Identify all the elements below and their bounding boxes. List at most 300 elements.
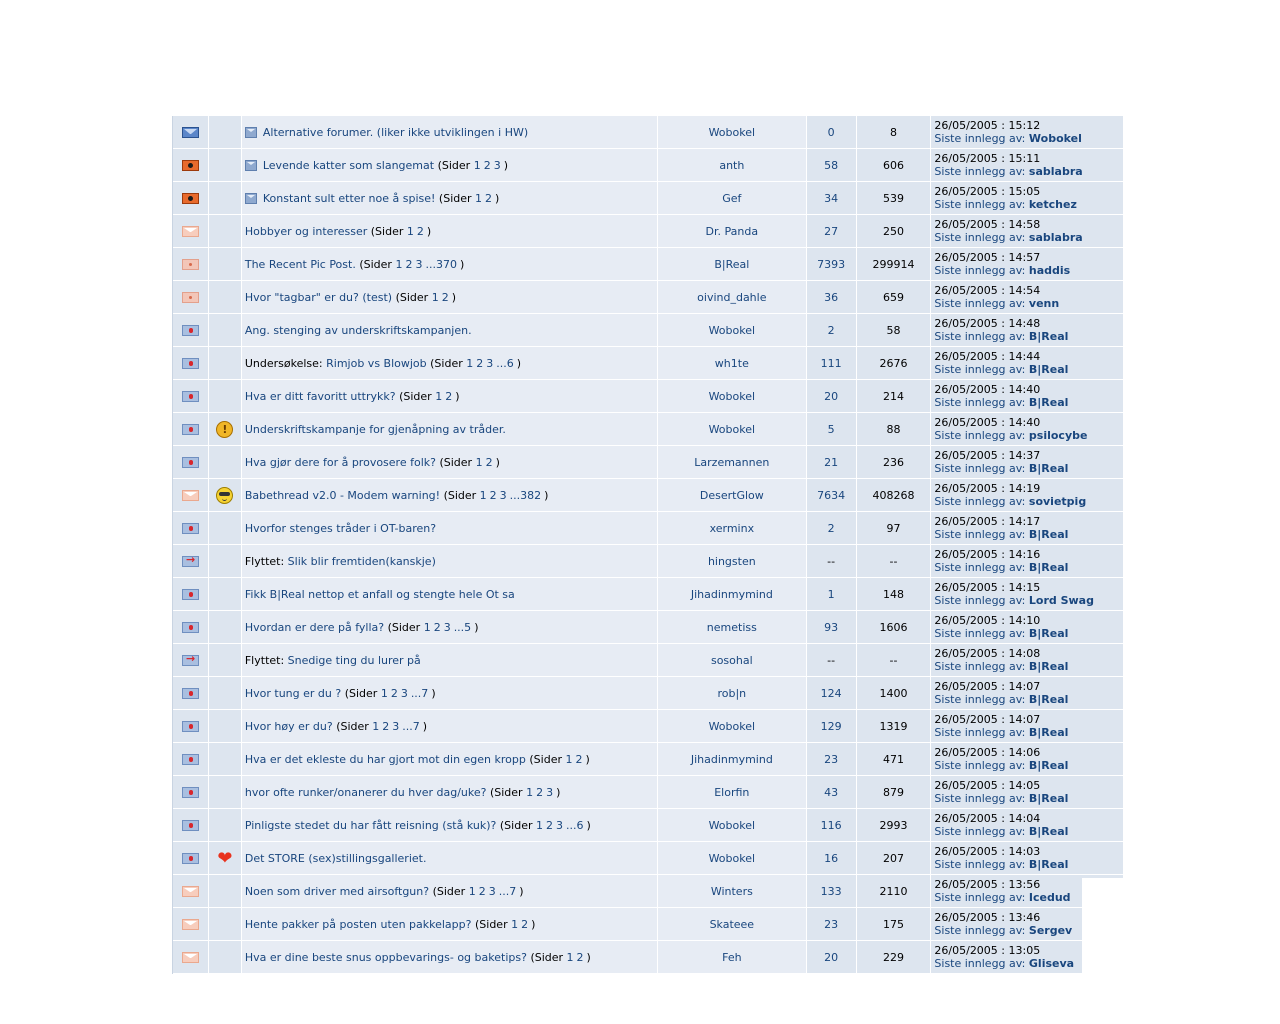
topic-author-cell (658, 545, 807, 578)
last-post-user-link[interactable]: Gliseva (1028, 957, 1075, 970)
page-link[interactable]: 1 (380, 686, 388, 700)
pages-suffix: ) (495, 455, 500, 469)
page-link[interactable]: ...5 (453, 620, 472, 634)
topic-last-post-cell (931, 182, 1124, 215)
page-link[interactable]: 2 (485, 455, 493, 469)
topic-replies[interactable]: 0 (827, 125, 835, 139)
topic-author-link[interactable]: Winters (710, 884, 753, 898)
last-post-by (934, 561, 1068, 574)
page-link[interactable]: 1 (511, 917, 519, 931)
pages-suffix: ) (426, 224, 432, 238)
page-link[interactable]: 1 (475, 191, 483, 205)
pages-prefix: (Sider (399, 389, 432, 403)
page-link[interactable]: 1 (475, 455, 483, 469)
topic-title-cell (242, 314, 658, 347)
topic-replies[interactable]: 34 (824, 191, 839, 205)
topic-title-cell (242, 809, 658, 842)
topic-replies[interactable]: 16 (824, 851, 839, 865)
page-link[interactable]: 2 (382, 719, 390, 733)
last-post-date: 26/05/2005 : 14:57 (934, 251, 1041, 264)
pages-prefix: (Sider (387, 620, 421, 634)
topic-pages (526, 753, 590, 766)
topic-views: 175 (882, 917, 904, 931)
pages-prefix: (Sider (443, 488, 477, 502)
topic-author-link[interactable]: Wobokel (708, 851, 756, 865)
topic-status-cell (173, 545, 209, 578)
topic-title-link[interactable]: Hvordan er dere på fylla? (244, 620, 385, 634)
page-link[interactable]: 2 (433, 620, 441, 634)
topic-replies[interactable]: 111 (820, 356, 842, 370)
topic-emoticon-cell (209, 512, 242, 545)
page-link[interactable]: 1 (431, 290, 439, 304)
last-post-user-link[interactable]: B|Real (1028, 792, 1069, 805)
topic-title-link[interactable]: Hva er ditt favoritt uttrykk? (244, 389, 396, 403)
topic-replies[interactable]: 7634 (817, 488, 846, 502)
topic-title-link[interactable]: Hvor tung er du ? (244, 686, 342, 700)
page-link[interactable]: 3 (415, 257, 423, 271)
topic-last-post-cell (931, 149, 1124, 182)
topic-replies-cell (807, 413, 857, 446)
topic-replies[interactable]: 129 (820, 719, 842, 733)
pages-prefix: (Sider (489, 785, 523, 799)
topic-replies-cell (807, 380, 857, 413)
topic-title-link[interactable]: Det STORE (sex)stillingsgalleriet. (244, 851, 427, 865)
topic-row (173, 380, 1124, 413)
topic-pages (429, 885, 523, 898)
page-link[interactable]: 1 (466, 356, 474, 370)
topic-replies[interactable]: 2 (827, 521, 835, 535)
topic-title-cell (242, 644, 658, 677)
page-link[interactable]: 1 (372, 719, 380, 733)
last-post-label: Siste innlegg av: (934, 231, 1026, 244)
topic-title-cell (242, 710, 658, 743)
topic-author-link[interactable]: DesertGlow (699, 488, 764, 502)
page-link[interactable]: 3 (493, 158, 501, 172)
page-link[interactable]: ...7 (410, 686, 429, 700)
page-link[interactable]: ...7 (402, 719, 420, 733)
topic-title-cell (242, 215, 658, 248)
locked-folder-icon (182, 358, 199, 369)
topic-title-cell (242, 941, 658, 974)
topic-replies[interactable]: 116 (820, 818, 842, 832)
topic-title-link[interactable]: Noen som driver med airsoftgun? (244, 884, 430, 898)
last-post-label: Siste innlegg av: (934, 396, 1026, 409)
topic-replies[interactable]: 133 (820, 884, 842, 898)
last-post-user-link[interactable]: B|Real (1028, 528, 1069, 541)
page-link[interactable]: 1 (565, 752, 573, 766)
topic-views-cell (857, 809, 932, 842)
pages-suffix: ) (459, 257, 465, 271)
topic-author-link[interactable]: Larzemannen (694, 455, 770, 469)
page-link[interactable]: 3 (499, 488, 507, 502)
page-link[interactable]: 2 (576, 950, 584, 964)
topic-replies: -- (827, 554, 836, 568)
topic-author-cell (658, 314, 807, 347)
topic-author-cell (658, 908, 807, 941)
topic-author-link[interactable]: Wobokel (708, 125, 756, 139)
topic-last-post-cell (931, 116, 1124, 149)
page-link[interactable]: 1 (473, 158, 481, 172)
new-post-icon[interactable] (245, 127, 257, 138)
topic-author-link[interactable]: hingsten (707, 554, 756, 568)
topic-status-cell (173, 677, 209, 710)
topic-author-cell (658, 710, 807, 743)
last-post-user-link[interactable]: sablabra (1028, 165, 1083, 178)
last-post-user-link[interactable]: Lord Swag (1028, 594, 1094, 607)
topic-emoticon-cell (209, 809, 242, 842)
page-link[interactable]: 1 (526, 785, 534, 799)
topic-replies-cell (807, 347, 857, 380)
page-link[interactable]: ...6 (565, 818, 584, 832)
topic-last-post-cell (931, 644, 1124, 677)
topic-status-cell (173, 578, 209, 611)
topic-author-link[interactable]: wh1te (714, 356, 749, 370)
topic-replies[interactable]: 23 (824, 917, 839, 931)
new-post-icon[interactable] (245, 160, 257, 171)
topic-replies[interactable]: 2 (827, 323, 835, 337)
topic-author-link[interactable]: Elorfin (714, 785, 750, 799)
topic-title-cell (242, 281, 658, 314)
topic-title-cell (242, 875, 658, 908)
topic-row (173, 413, 1124, 446)
topic-title-link[interactable]: Hva gjør dere for å provosere folk? (244, 455, 436, 469)
topic-status-cell (173, 875, 209, 908)
last-post-label: Siste innlegg av: (934, 198, 1026, 211)
page-link[interactable]: 2 (575, 752, 583, 766)
topic-replies-cell (807, 512, 857, 545)
topic-emoticon-cell (209, 182, 242, 215)
last-post-label: Siste innlegg av: (934, 825, 1026, 838)
topic-replies[interactable]: 58 (824, 158, 839, 172)
last-post-date: 26/05/2005 : 14:40 (934, 416, 1041, 429)
topic-author-cell (658, 677, 807, 710)
topic-author-link[interactable]: Jihadinmymind (690, 587, 773, 601)
page-link[interactable]: 3 (486, 356, 494, 370)
topic-title-link[interactable]: Rimjob vs Blowjob (326, 356, 427, 370)
topic-title-link[interactable]: Snedige ting du lurer på (287, 653, 421, 667)
last-post-user-link[interactable]: venn (1028, 297, 1060, 310)
topic-last-post-cell (931, 413, 1124, 446)
topic-replies-cell (807, 215, 857, 248)
topic-replies[interactable]: 36 (824, 290, 839, 304)
topic-views: 2993 (879, 818, 908, 832)
last-post-user-link[interactable]: Wobokel (1028, 132, 1082, 145)
pages-suffix: ) (519, 884, 524, 898)
topic-title-link[interactable]: Slik blir fremtiden(kanskje) (287, 554, 436, 568)
pages-suffix: ) (586, 818, 591, 832)
topic-views: 471 (882, 752, 904, 766)
page-link[interactable]: 1 (479, 488, 487, 502)
page-link[interactable]: 3 (546, 785, 554, 799)
topic-author-link[interactable]: xerminx (709, 521, 755, 535)
last-post-date: 26/05/2005 : 14:17 (934, 515, 1041, 528)
page-link[interactable]: 1 (535, 818, 543, 832)
topic-row (173, 314, 1124, 347)
pages-suffix: ) (531, 917, 536, 931)
last-post-date: 26/05/2005 : 15:11 (934, 152, 1041, 165)
topic-views: 88 (886, 422, 901, 436)
topic-replies-cell (807, 149, 857, 182)
page-link[interactable]: 1 (566, 950, 574, 964)
page-link[interactable]: 2 (485, 191, 493, 205)
topic-author-link[interactable]: Wobokel (708, 422, 756, 436)
page-link[interactable]: 2 (445, 389, 453, 403)
topic-title-link[interactable]: Konstant sult etter noe å spise! (262, 191, 436, 205)
topic-title-cell (242, 545, 658, 578)
topic-emoticon-cell (209, 149, 242, 182)
read-folder-icon (182, 886, 199, 897)
topic-replies[interactable]: 27 (824, 224, 839, 238)
topic-author-link[interactable]: sosohal (710, 653, 753, 667)
page-link[interactable]: 1 (395, 257, 403, 271)
last-post-label: Siste innlegg av: (934, 363, 1026, 376)
topic-title-cell (242, 446, 658, 479)
locked-folder-icon (182, 820, 199, 831)
topic-title-link[interactable]: Babethread v2.0 - Modem warning! (244, 488, 441, 502)
topic-views: 1606 (879, 620, 908, 634)
pages-prefix: (Sider (499, 818, 533, 832)
topic-row (173, 446, 1124, 479)
last-post-date: 26/05/2005 : 15:12 (934, 119, 1041, 132)
topic-last-post-cell (931, 446, 1124, 479)
topic-replies[interactable]: 124 (820, 686, 842, 700)
last-post-user-link[interactable]: psilocybe (1028, 429, 1088, 442)
last-post-user-link[interactable]: B|Real (1028, 627, 1069, 640)
topic-title-link[interactable]: Hvor "tagbar" er du? (test) (244, 290, 393, 304)
topic-author-cell (658, 611, 807, 644)
topic-replies-cell (807, 809, 857, 842)
page-link[interactable]: ...382 (509, 488, 542, 502)
topic-row (173, 908, 1124, 941)
topic-author-link[interactable]: Gef (722, 191, 742, 205)
page-link[interactable]: 2 (483, 158, 491, 172)
topic-title-cell (242, 116, 658, 149)
topic-author-link[interactable]: Wobokel (708, 818, 756, 832)
topic-title-link[interactable]: Hente pakker på posten uten pakkelapp? (244, 917, 472, 931)
topic-title-link[interactable]: Underskriftskampanje for gjenåpning av tråder. (244, 422, 506, 436)
last-post-label: Siste innlegg av: (934, 330, 1026, 343)
last-post-user-link[interactable]: sablabra (1028, 231, 1083, 244)
topic-title-link[interactable]: Hvorfor stenges tråder i OT-baren? (244, 521, 437, 535)
last-post-user-link[interactable]: B|Real (1028, 363, 1069, 376)
topic-status-cell (173, 710, 209, 743)
last-post-user-link[interactable]: B|Real (1028, 759, 1069, 772)
page-link[interactable]: 3 (443, 620, 451, 634)
topic-replies: -- (827, 653, 836, 667)
topic-author-link[interactable]: Wobokel (708, 389, 756, 403)
page-link[interactable]: 2 (476, 356, 484, 370)
page-link[interactable]: 2 (441, 290, 449, 304)
topic-last-post-cell (931, 611, 1124, 644)
topic-replies[interactable]: 23 (824, 752, 839, 766)
topic-title-link[interactable]: Hva er dine beste snus oppbevarings- og baketips? (244, 950, 527, 964)
last-post-by (934, 825, 1068, 838)
last-post-user-link[interactable]: B|Real (1028, 462, 1069, 475)
topic-status-cell (173, 314, 209, 347)
last-post-label: Siste innlegg av: (934, 165, 1026, 178)
topic-title-link[interactable]: Pinligste stedet du har fått reisning (stå kuk)? (244, 818, 497, 832)
last-post-label: Siste innlegg av: (934, 297, 1026, 310)
topic-author-link[interactable]: oivind_dahle (697, 290, 767, 304)
locked-folder-icon (182, 424, 199, 435)
topic-author-link[interactable]: Feh (722, 950, 742, 964)
topic-replies[interactable]: 43 (824, 785, 839, 799)
page-link[interactable]: ...370 (425, 257, 457, 271)
topic-author-link[interactable]: Wobokel (708, 323, 756, 337)
page-link[interactable]: 2 (521, 917, 529, 931)
topic-author-link[interactable]: Jihadinmymind (690, 752, 773, 766)
pages-prefix: (Sider (438, 191, 472, 205)
page-link[interactable]: 2 (405, 257, 413, 271)
topic-title-link[interactable]: Alternative forumer. (liker ikke utviklingen i HW) (262, 125, 529, 139)
pages-suffix: ) (455, 389, 460, 403)
new-post-icon[interactable] (245, 193, 257, 204)
last-post-user-link[interactable]: B|Real (1028, 825, 1069, 838)
page-link[interactable]: ...7 (498, 884, 517, 898)
topic-title-cell (242, 776, 658, 809)
page-link[interactable]: 1 (423, 620, 431, 634)
topic-title-link[interactable]: Hobbyer og interesser (244, 224, 368, 238)
last-post-user-link[interactable]: haddis (1028, 264, 1071, 277)
topic-title-link[interactable]: Ang. stenging av underskriftskampanjen. (244, 323, 472, 337)
last-post-date: 26/05/2005 : 15:05 (934, 185, 1041, 198)
topic-emoticon-cell (209, 413, 242, 446)
topic-views: 250 (882, 224, 904, 238)
topic-views-cell (857, 545, 932, 578)
topic-author-link[interactable]: B|Real (714, 257, 750, 271)
topic-views: 539 (882, 191, 904, 205)
topic-author-link[interactable]: nemetiss (706, 620, 757, 634)
last-post-label: Siste innlegg av: (934, 528, 1026, 541)
topic-title-link[interactable]: Fikk B|Real nettop et anfall og stengte hele Ot sa (244, 587, 515, 601)
topic-replies[interactable]: 5 (827, 422, 835, 436)
last-post-user-link[interactable]: Icedud (1028, 891, 1071, 904)
topic-title-link[interactable]: Hva er det ekleste du har gjort mot din egen kropp (244, 752, 526, 766)
last-post-label: Siste innlegg av: (934, 132, 1026, 145)
topic-author-cell (658, 347, 807, 380)
last-post-by (934, 165, 1082, 178)
topic-last-post-cell (931, 842, 1124, 875)
last-post-label: Siste innlegg av: (934, 627, 1026, 640)
last-post-by (934, 858, 1068, 871)
locked-folder-icon (182, 457, 199, 468)
topic-replies[interactable]: 1 (827, 587, 835, 601)
topic-author-cell (658, 182, 807, 215)
page-link[interactable]: 3 (555, 818, 563, 832)
topic-views-cell (857, 776, 932, 809)
topic-replies[interactable]: 21 (824, 455, 839, 469)
page-link[interactable]: 2 (489, 488, 497, 502)
last-post-user-link[interactable]: ketchez (1028, 198, 1077, 211)
topic-row (173, 182, 1124, 215)
topic-status-cell (173, 116, 209, 149)
topic-author-link[interactable]: anth (719, 158, 745, 172)
page-link[interactable]: 2 (478, 884, 486, 898)
hot-folder-icon (182, 292, 199, 303)
topic-replies-cell (807, 479, 857, 512)
topic-views-cell (857, 908, 932, 941)
topic-views: 229 (882, 950, 904, 964)
topic-row (173, 941, 1124, 974)
topic-replies[interactable]: 20 (824, 950, 839, 964)
last-post-user-link[interactable]: B|Real (1028, 330, 1069, 343)
topic-author-link[interactable]: Dr. Panda (705, 224, 759, 238)
topic-last-post-cell (931, 776, 1124, 809)
page-link[interactable]: 3 (392, 719, 400, 733)
topic-author-link[interactable]: rob|n (717, 686, 747, 700)
page-link[interactable]: ...6 (496, 356, 514, 370)
last-post-date: 26/05/2005 : 14:37 (934, 449, 1041, 462)
topic-author-link[interactable]: Wobokel (708, 719, 756, 733)
topic-views-cell (857, 842, 932, 875)
topic-emoticon-cell (209, 908, 242, 941)
page-link[interactable]: 3 (400, 686, 408, 700)
pages-suffix: ) (422, 719, 428, 733)
last-post-date: 26/05/2005 : 14:19 (934, 482, 1041, 495)
locked-folder-icon (182, 589, 199, 600)
topic-row (173, 116, 1124, 149)
pages-suffix: ) (474, 620, 479, 634)
locked-folder-icon (182, 622, 199, 633)
page-link[interactable]: 2 (416, 224, 424, 238)
last-post-user-link[interactable]: Sergev (1028, 924, 1073, 937)
pages-suffix: ) (495, 191, 500, 205)
last-post-user-link[interactable]: sovietpig (1028, 495, 1087, 508)
topic-views: 236 (882, 455, 904, 469)
last-post-user-link[interactable]: B|Real (1028, 858, 1069, 871)
page-link[interactable]: 2 (536, 785, 544, 799)
page-link[interactable]: 2 (545, 818, 553, 832)
last-post-by (934, 660, 1068, 673)
topic-replies-cell (807, 611, 857, 644)
page-link[interactable]: 1 (468, 884, 476, 898)
last-post-date: 26/05/2005 : 14:15 (934, 581, 1041, 594)
last-post-date: 26/05/2005 : 13:46 (934, 911, 1041, 924)
last-post-user-link[interactable]: B|Real (1028, 693, 1069, 706)
last-post-user-link[interactable]: B|Real (1028, 561, 1069, 574)
page-link[interactable]: 3 (488, 884, 496, 898)
hot-folder-icon (182, 259, 199, 270)
topic-replies[interactable]: 93 (824, 620, 839, 634)
last-post-label: Siste innlegg av: (934, 924, 1026, 937)
last-post-date: 26/05/2005 : 13:05 (934, 944, 1041, 957)
topic-last-post-cell (931, 248, 1124, 281)
topic-replies[interactable]: 20 (824, 389, 839, 403)
topic-title-link[interactable]: Hvor høy er du? (244, 719, 333, 733)
topic-author-link[interactable]: Skateee (709, 917, 755, 931)
topic-status-cell (173, 611, 209, 644)
topic-row (173, 479, 1124, 512)
topic-title-link[interactable]: The Recent Pic Post. (244, 257, 356, 271)
topic-replies[interactable]: 7393 (817, 257, 846, 271)
pages-prefix: (Sider (530, 950, 564, 964)
topic-title-link[interactable]: Levende katter som slangemat (262, 158, 435, 172)
last-post-date: 26/05/2005 : 14:48 (934, 317, 1041, 330)
page-link[interactable]: 1 (406, 224, 414, 238)
topic-emoticon-cell (209, 644, 242, 677)
topic-title-cell (242, 479, 658, 512)
last-post-user-link[interactable]: B|Real (1028, 660, 1069, 673)
topic-row (173, 809, 1124, 842)
topic-title-cell (242, 908, 658, 941)
last-post-user-link[interactable]: B|Real (1028, 726, 1069, 739)
last-post-user-link[interactable]: B|Real (1028, 396, 1069, 409)
topic-views-cell (857, 743, 932, 776)
page-link[interactable]: 1 (435, 389, 443, 403)
topic-pages (392, 291, 456, 304)
page-link[interactable]: 2 (390, 686, 398, 700)
topic-title-link[interactable]: hvor ofte runker/onanerer du hver dag/uke? (244, 785, 487, 799)
